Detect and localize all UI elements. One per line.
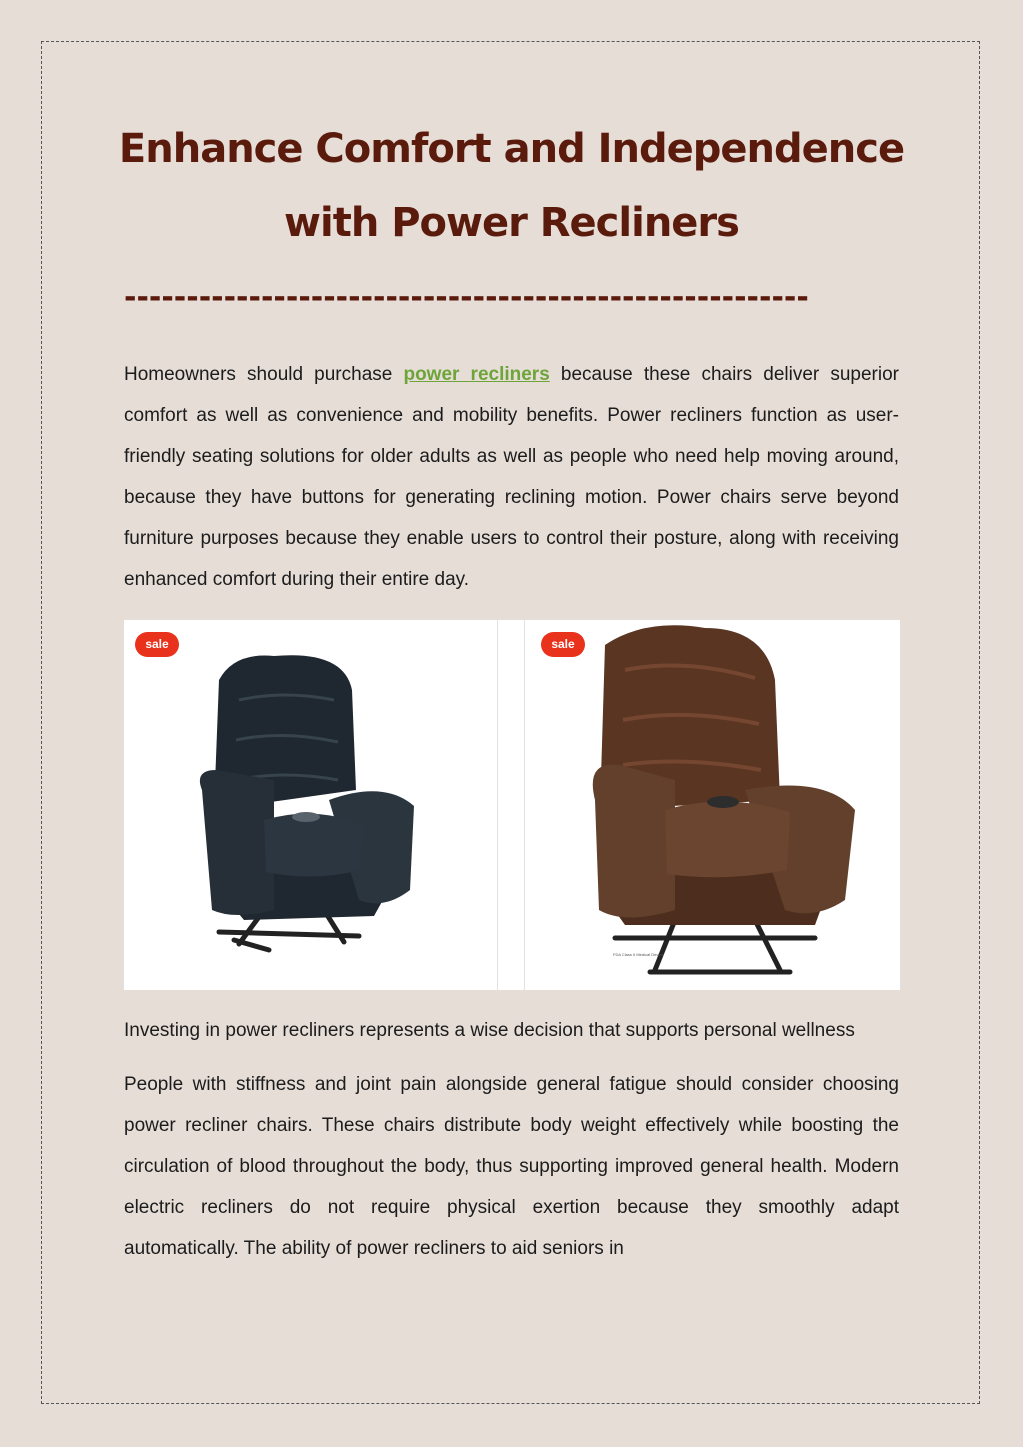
wellness-paragraph: Investing in power recliners represents a wise decision that supports personal wellness <box>124 1020 855 1041</box>
intro-text-start: Homeowners should purchase <box>124 364 404 385</box>
benefits-paragraph: People with stiffness and joint pain alongside general fatigue should consider choosing power recliner chairs. These chairs distribute body weight effectively while boosting the circulation of blood throughout the body, thus supporting improved general health. Modern electric recliners do not require physical exertion because they smoothly adapt automatically. The ability of power recliners to aid seniors in <box>124 1074 899 1259</box>
fda-caption: FDA Class II Medical Device <box>613 952 664 957</box>
product-images <box>124 620 900 990</box>
dashed-divider: ------------------------------------------------------- <box>124 280 809 315</box>
page-title-line-2: with Power Recliners <box>284 200 739 246</box>
power-recliners-link[interactable]: power recliners <box>403 364 550 385</box>
brown-recliner-icon <box>525 620 901 990</box>
blue-recliner-icon <box>124 620 497 990</box>
sale-badge: sale <box>541 632 585 657</box>
page-title-line-1: Enhance Comfort and Independence <box>118 126 905 172</box>
product-image-blue-recliner <box>124 620 498 990</box>
image-separator <box>498 620 525 990</box>
intro-text-end: because these chairs deliver superior comfort as well as convenience and mobility benefits. Power recliners function as user-friendly seating solutions for older adults as well as people who need help moving around, because they have buttons for generating reclining motion. Power chairs serve beyond furniture purposes because they enable users to control their posture, along with receiving enhanced comfort during their entire day. <box>124 364 899 590</box>
sale-badge: sale <box>135 632 179 657</box>
intro-paragraph <box>124 354 899 600</box>
product-image-brown-recliner <box>525 620 900 990</box>
